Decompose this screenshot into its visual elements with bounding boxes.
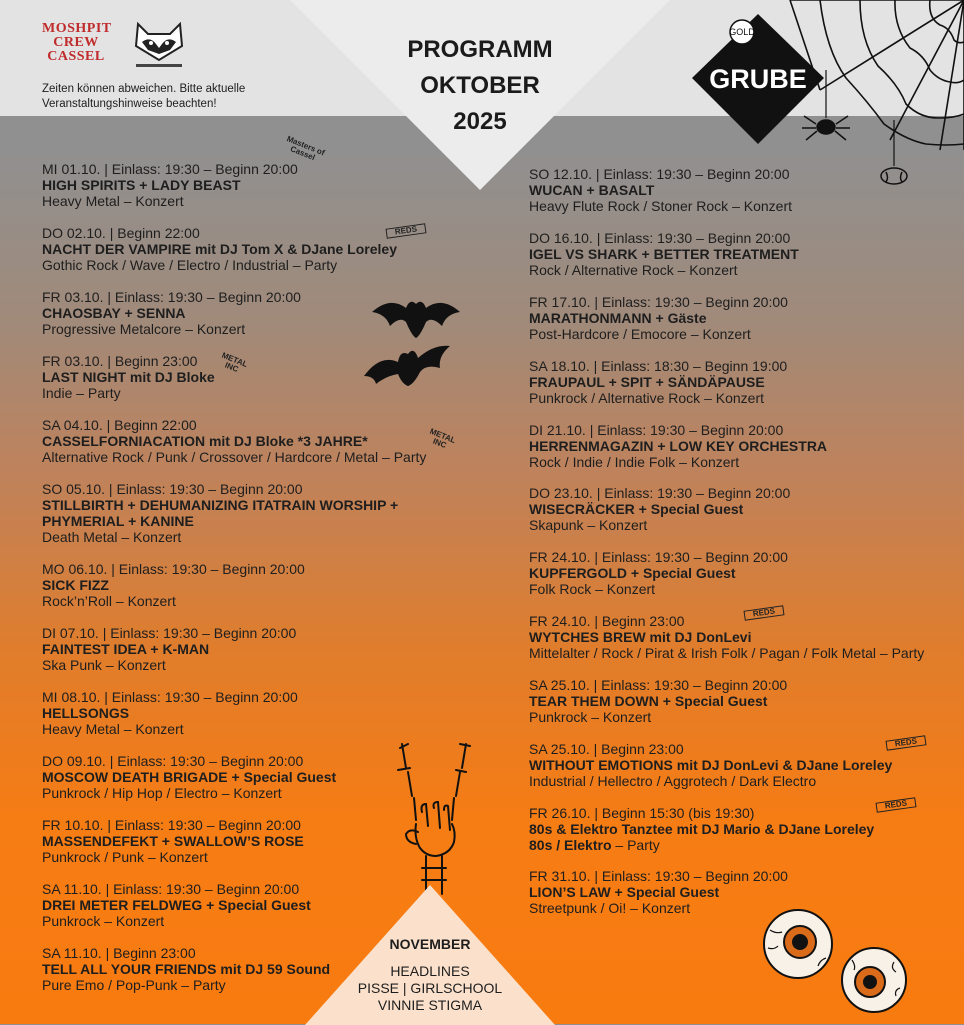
- disclaimer-note: Zeiten können abweichen. Bitte aktuelle Veranstaltungshinweise beachten!: [42, 83, 246, 110]
- page-title: PROGRAMM OKTOBER 2025: [407, 36, 553, 135]
- event-item: MO 06.10. | Einlass: 19:30 – Beginn 20:00 SICK FIZZ Rock’n’Roll – Konzert: [42, 561, 305, 609]
- event-item: SO 05.10. | Einlass: 19:30 – Beginn 20:00 STILLBIRTH + DEHUMANIZING ITATRAIN WORSHIP + PHYMERIAL + KANINE Death Metal – Konzert: [42, 481, 399, 545]
- event-item: SA 25.10. | Einlass: 19:30 – Beginn 20:00 TEAR THEM DOWN + Special Guest Punkrock – Konzert: [529, 677, 788, 725]
- event-item: FR 31.10. | Einlass: 19:30 – Beginn 20:00 LION’S LAW + Special Guest Streetpunk / Oi! – Konzert: [529, 868, 788, 916]
- kassel-raccoon-logo: [130, 20, 188, 72]
- metal-inc-stamp: METAL INC: [220, 350, 249, 374]
- event-item: FR 24.10. | Einlass: 19:30 – Beginn 20:00 KUPFERGOLD + Special Guest Folk Rock – Konzert: [529, 549, 788, 597]
- metal-inc-stamp: METAL INC: [428, 426, 457, 450]
- event-item: DO 23.10. | Einlass: 19:30 – Beginn 20:00 WISECRÄCKER + Special Guest Skapunk – Konzert: [529, 485, 791, 533]
- eyeball-icon: [760, 906, 836, 982]
- event-item: DI 07.10. | Einlass: 19:30 – Beginn 20:00 FAINTEST IDEA + K-MAN Ska Punk – Konzert: [42, 625, 297, 673]
- event-item: SA 04.10. | Beginn 22:00 CASSELFORNIACATION mit DJ Bloke *3 JAHRE* Alternative Rock / Punk / Crossover / Hardcore / Metal – Party: [42, 417, 427, 465]
- event-item: SA 18.10. | Einlass: 18:30 – Beginn 19:00 FRAUPAUL + SPIT + SÄNDÄPAUSE Punkrock / Alternative Rock – Konzert: [529, 358, 788, 406]
- event-item: DO 09.10. | Einlass: 19:30 – Beginn 20:00 MOSCOW DEATH BRIGADE + Special Guest Punkrock / Hip Hop / Electro – Konzert: [42, 753, 337, 801]
- event-item: SA 11.10. | Beginn 23:00 TELL ALL YOUR FRIENDS mit DJ 59 Sound Pure Emo / Pop-Punk – Party: [42, 945, 331, 993]
- reds-stamp: REDS: [743, 605, 784, 620]
- svg-text:GRUBE: GRUBE: [709, 64, 807, 94]
- bat-icon: [370, 290, 462, 340]
- event-item: SO 12.10. | Einlass: 19:30 – Beginn 20:00 WUCAN + BASALT Heavy Flute Rock / Stoner Rock – Konzert: [529, 166, 792, 214]
- november-title: NOVEMBER: [389, 936, 471, 952]
- event-item: SA 11.10. | Einlass: 19:30 – Beginn 20:00 DREI METER FELDWEG + Special Guest Punkrock – Konzert: [42, 881, 311, 929]
- bat-icon: [362, 336, 452, 388]
- skeleton-hand-icon: [392, 738, 476, 898]
- reds-stamp: REDS: [385, 223, 426, 238]
- event-item: MI 08.10. | Einlass: 19:30 – Beginn 20:00 HELLSONGS Heavy Metal – Konzert: [42, 689, 298, 737]
- event-item: MI 01.10. | Einlass: 19:30 – Beginn 20:00 HIGH SPIRITS + LADY BEAST Heavy Metal – Konzert: [42, 161, 298, 209]
- event-item: FR 03.10. | Beginn 23:00 LAST NIGHT mit DJ Bloke Indie – Party: [42, 353, 215, 401]
- svg-text:GOLD: GOLD: [729, 27, 755, 37]
- event-item: FR 10.10. | Einlass: 19:30 – Beginn 20:00 MASSENDEFEKT + SWALLOW’S ROSE Punkrock / Punk – Konzert: [42, 817, 304, 865]
- event-item: DO 02.10. | Beginn 22:00 NACHT DER VAMPIRE mit DJ Tom X & DJane Loreley Gothic Rock / Wave / Electro / Industrial – Party: [42, 225, 397, 273]
- reds-stamp: REDS: [875, 797, 916, 812]
- event-item: DO 16.10. | Einlass: 19:30 – Beginn 20:00 IGEL VS SHARK + BETTER TREATMENT Rock / Alternative Rock – Konzert: [529, 230, 799, 278]
- event-item: FR 26.10. | Beginn 15:30 (bis 19:30) 80s & Elektro Tanztee mit DJ Mario & DJane Loreley 80s / Elektro – Party: [529, 805, 875, 853]
- event-item: FR 24.10. | Beginn 23:00 WYTCHES BREW mit DJ DonLevi Mittelalter / Rock / Pirat & Irish Folk / Pagan / Folk Metal – Party: [529, 613, 925, 661]
- moshpit-crew-logo: MOSHPIT CREW CASSEL: [42, 21, 112, 64]
- event-item: FR 17.10. | Einlass: 19:30 – Beginn 20:00 MARATHONMANN + Gäste Post-Hardcore / Emocore – Konzert: [529, 294, 788, 342]
- eyeball-icon: [838, 944, 910, 1016]
- event-item: FR 03.10. | Einlass: 19:30 – Beginn 20:00 CHAOSBAY + SENNA Progressive Metalcore – Konzert: [42, 289, 301, 337]
- masters-of-cassel-stamp: Masters of Cassel: [285, 134, 326, 163]
- event-item: DI 21.10. | Einlass: 19:30 – Beginn 20:00 HERRENMAGAZIN + LOW KEY ORCHESTRA Rock / Indie / Indie Folk – Konzert: [529, 422, 828, 470]
- november-preview: NOVEMBER HEADLINES PISSE | GIRLSCHOOL VINNIE STIGMA: [340, 936, 520, 1014]
- spiderweb-icon: [780, 0, 964, 185]
- reds-stamp: REDS: [885, 735, 926, 750]
- event-item: SA 25.10. | Beginn 23:00 WITHOUT EMOTIONS mit DJ DonLevi & DJane Loreley Industrial / Hellectro / Aggrotech / Dark Electro: [529, 741, 893, 789]
